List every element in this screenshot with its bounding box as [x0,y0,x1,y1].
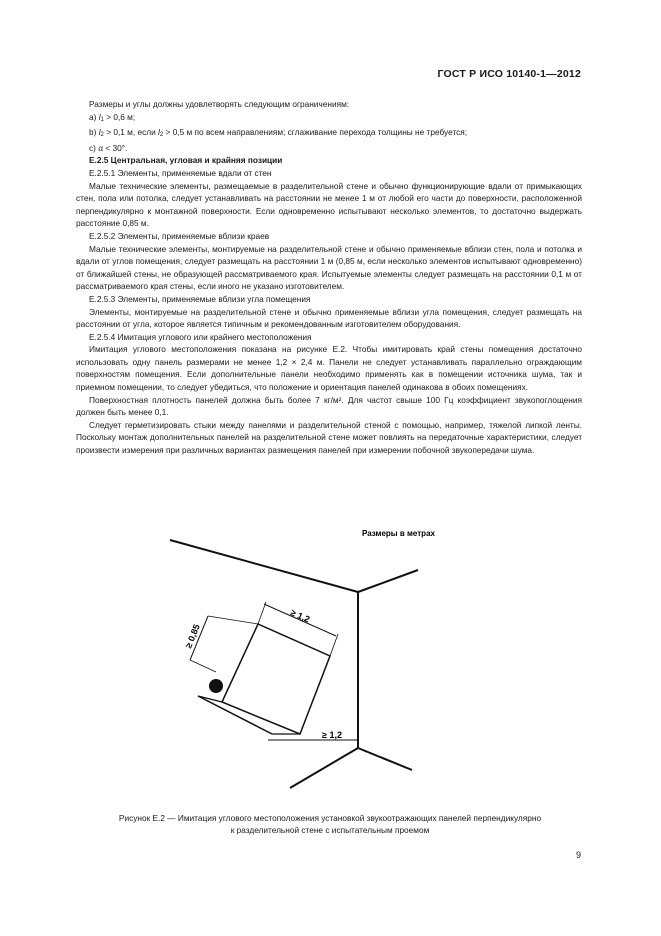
dimension-label-left: ≥ 0,85 [183,622,202,650]
subsection-heading-3: Е.2.5.3 Элементы, применяемые вблизи угла помещения [89,293,311,304]
test-element-dot [209,679,223,693]
panel-base-left [198,696,222,702]
subsection-text-4: Имитация углового местоположения показана на рисунке Е.2. Чтобы имитировать край стены помещения достаточно использовать одну панель размерами не менее 1,2 × 2,4 м. Панели не следует устанавливать параллельно ограждающим поверхностям помещения. Если дополнительные панели необходимо применять как в помещении источника шума, так и приемном помещении, то следует убедиться, что положение и ориентация панелей одинакова в обоих помещениях. [76,344,582,393]
figure-caption-line-2: к разделительной стене с испытательным проемом [230,825,430,835]
wall-bottom-left [290,748,358,788]
list-item-c: c) α < 30°. [89,142,128,153]
dimension-tick-left-top [208,616,258,624]
wall-top-left [170,540,358,592]
document-standard-header: ГОСТ Р ИСО 10140-1—2012 [437,68,581,80]
wall-top-right [358,570,418,592]
reflecting-panel [222,624,330,734]
subsection-text-2: Малые технические элементы, монтируемые на разделительной стене и обычно применяемые вблизи стен, пола и потолка и вдали от углов помещения, следует размещать на расстоянии 1 м (0,85 м, если несколько элементов испытывают одновременно) от ближайшей стены, не образующей рассматриваемого края. Испытуемые элементы следует размещать на расстоянии 0,1 м от рассматриваемого края стены, если иного не указано изготовителем. [76,243,582,292]
subsection-heading-4: Е.2.5.4 Имитация углового или крайнего местоположения [89,331,312,342]
list-item-b: b) l2 > 0,1 м, если l2 > 0,5 м по всем направлениям; сглаживание перехода толщины не требуется; [89,127,468,139]
section-heading: Е.2.5 Центральная, угловая и крайняя позиции [89,155,283,166]
subsection-heading-1: Е.2.5.1 Элементы, применяемые вдали от стен [89,167,272,178]
figure-units-label: Размеры в метрах [362,529,435,538]
subsection-text-3: Элементы, монтируемые на разделительной стене и обычно применяемые вблизи угла помещения, следует размещать на расстоянии от угла, которое является типичным и рекомендованным изготовителем оборудования. [76,306,582,330]
dimension-tick-left-bottom [190,660,216,672]
list-item-a: a) l1 > 0,6 м; [89,111,136,123]
dimension-label-top: ≥ 1,2 [289,607,312,625]
subsection-text-4b: Поверхностная плотность панелей должна быть более 7 кг/м². Для частот свыше 100 Гц коэффициент звукопоглощения должен быть менее 0,1. [76,394,582,418]
subsection-text-4c: Следует герметизировать стыки между панелями и разделительной стеной с помощью, например, тяжелой липкой ленты. Поскольку монтаж дополнительных панелей на разделительной стене может повлиять на передаточные характеристики, следует произвести измерения при различных вариантах размещения панелей при измерении побочной звукопередачи шума. [76,419,582,456]
intro-paragraph: Размеры и углы должны удовлетворять следующим ограничениям: [89,99,350,109]
page-number: 9 [575,850,581,860]
subsection-text-1: Малые технические элементы, размещаемые в разделительной стене и обычно функционирующие вдали от примыкающих стен, пола или потолка, следует устанавливать на расстоянии не менее 1 м от любой его части до поверхности, расположенной перпендикулярно к монтажной поверхности. Если одновременно испытывают несколько элементов, то достаточно выдержать расстояние 0,85 м. [76,180,582,229]
figure-e2-drawing [150,520,470,800]
document-body [76,98,582,457]
figure-caption [40,812,620,836]
figure-caption-line-1: Рисунок Е.2 — Имитация углового местоположения установкой звукоотражающих панелей перпендикулярно [118,813,542,823]
dimension-tick-top-right [330,634,338,656]
subsection-heading-2: Е.2.5.2 Элементы, применяемые вблизи краев [89,230,270,241]
figure-e2 [150,520,470,800]
dimension-label-bottom: ≥ 1,2 [322,730,342,740]
wall-bottom-right [358,748,412,770]
panel-base-edge [198,696,272,734]
dimension-tick-top-left [258,602,266,624]
